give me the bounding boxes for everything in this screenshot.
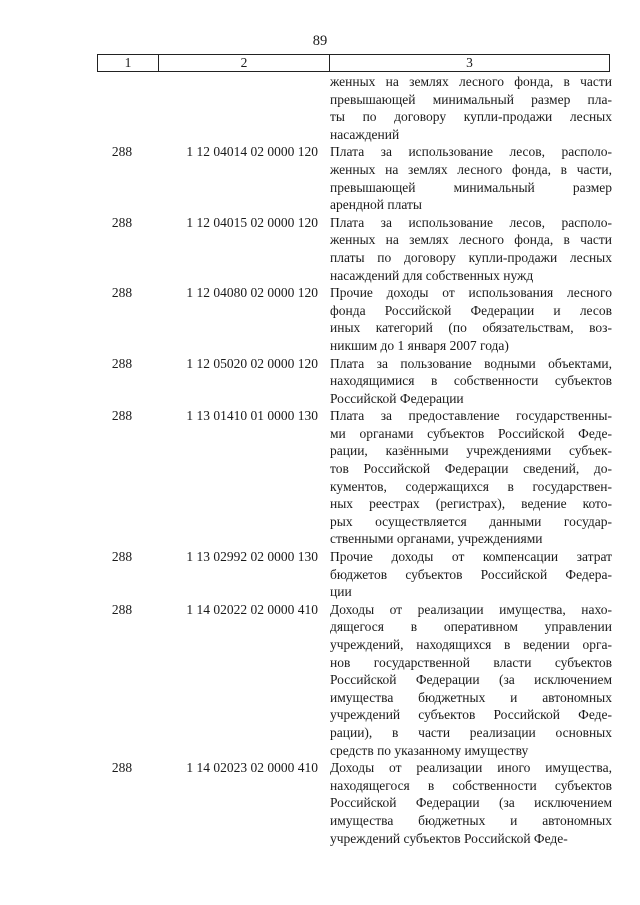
description-line: ми органами субъектов Российской Феде-	[330, 425, 612, 441]
description-line: Российской Федерации (за исключением	[330, 795, 612, 811]
description-line: ции	[330, 584, 352, 600]
description-line: учреждений субъектов Российской Феде-	[330, 830, 568, 846]
description-line: никшим до 1 января 2007 года)	[330, 337, 509, 353]
income-description	[330, 355, 612, 408]
description-line: превышающей минимальный размер пла-	[330, 91, 612, 107]
budget-code: 1 12 05020 02 0000 120	[186, 355, 318, 371]
description-line: арендной платы	[330, 197, 422, 213]
description-line: женных на землях лесного фонда, в части,	[330, 161, 612, 177]
description-line: рации, казёнными учреждениями субъек-	[330, 443, 612, 459]
table-row	[0, 759, 640, 847]
income-description	[330, 759, 612, 847]
description-line: насаждений для собственных нужд	[330, 267, 534, 283]
description-line: тов Российской Федерации сведений, до-	[330, 461, 612, 477]
description-line: кументов, содержащихся в государствен-	[330, 478, 612, 494]
description-line: ных реестрах (регистрах), ведение кото-	[330, 496, 612, 512]
description-line: Плата за использование лесов, располо-	[330, 214, 612, 230]
admin-code: 288	[111, 355, 133, 371]
table-body	[0, 73, 640, 847]
table-header	[97, 54, 610, 72]
description-line: Плата за использование лесов, располо-	[330, 144, 612, 160]
description-line: рых осуществляется данными государ-	[330, 513, 612, 529]
admin-code: 288	[111, 408, 133, 424]
table-row	[0, 407, 640, 548]
description-line: находящимися в собственности субъектов	[330, 373, 612, 389]
description-line: Прочие доходы от использования лесного	[330, 285, 612, 301]
description-line: Российской Федерации	[330, 390, 464, 406]
budget-code: 1 12 04015 02 0000 120	[186, 214, 318, 230]
admin-code-cell	[0, 759, 140, 847]
admin-code: 288	[111, 601, 133, 617]
description-line: средств по указанному имуществу	[330, 742, 529, 758]
admin-code-cell	[0, 355, 140, 408]
income-description	[330, 73, 612, 143]
admin-code-cell	[0, 214, 140, 284]
table-row	[0, 73, 640, 143]
admin-code: 288	[111, 549, 133, 565]
description-line: рации), в части реализации основных	[330, 724, 612, 740]
table-row	[0, 284, 640, 354]
description-line: дящегося в оперативном управлении	[330, 619, 612, 635]
description-line: Доходы от реализации иного имущества,	[330, 760, 612, 776]
header-col-3: 3	[466, 55, 473, 70]
description-line: женных на землях лесного фонда, в части	[330, 232, 612, 248]
table-row	[0, 143, 640, 213]
table-row	[0, 214, 640, 284]
header-col-1: 1	[98, 55, 159, 71]
admin-code-cell	[0, 407, 140, 548]
description-line: Плата за пользование водными объектами,	[330, 355, 612, 371]
budget-code	[140, 73, 330, 143]
description-line: насаждений	[330, 126, 400, 142]
admin-code-cell	[0, 73, 140, 143]
description-line: учреждений, находящихся в ведении орга-	[330, 637, 612, 652]
admin-code-cell	[0, 601, 140, 759]
description-line: иных категорий (по обязательствам, воз-	[330, 320, 612, 336]
income-description	[330, 548, 612, 601]
description-line: Плата за предоставление государственны-	[330, 408, 612, 424]
budget-code: 1 12 04014 02 0000 120	[186, 144, 318, 160]
description-line: платы по договору купли-продажи лесных	[330, 249, 612, 265]
budget-code: 1 12 04080 02 0000 120	[186, 285, 318, 301]
budget-code: 1 13 01410 01 0000 130	[186, 408, 318, 424]
table-row	[0, 601, 640, 759]
admin-code-cell	[0, 548, 140, 601]
description-line: учреждений субъектов Российской Феде-	[330, 707, 612, 723]
header-col-2: 2	[159, 55, 330, 71]
page-number: 89	[312, 33, 328, 49]
description-line: превышающей минимальный размер	[330, 179, 612, 195]
description-line: женных на землях лесного фонда, в части	[330, 74, 612, 89]
income-description	[330, 214, 612, 284]
description-line: имущества бюджетных и автономных	[330, 812, 612, 828]
description-line: находящегося в собственности субъектов	[330, 777, 612, 793]
description-line: бюджетов субъектов Российской Федера-	[330, 566, 612, 582]
admin-code: 288	[111, 760, 133, 776]
table-row	[0, 355, 640, 408]
income-description	[330, 407, 612, 548]
description-line: ственными органами, учреждениями	[330, 531, 543, 547]
description-line: имущества бюджетных и автономных	[330, 689, 612, 705]
description-line: Российской Федерации (за исключением	[330, 672, 612, 688]
income-description	[330, 601, 612, 759]
admin-code-cell	[0, 284, 140, 354]
description-line: нов государственной власти субъектов	[330, 654, 612, 670]
budget-code: 1 14 02023 02 0000 410	[186, 760, 318, 776]
admin-code-cell	[0, 143, 140, 213]
description-line: ты по договору купли-продажи лесных	[330, 109, 612, 125]
budget-code: 1 13 02992 02 0000 130	[186, 549, 318, 565]
admin-code: 288	[111, 214, 133, 230]
income-description	[330, 143, 612, 213]
budget-code: 1 14 02022 02 0000 410	[186, 601, 318, 617]
table-row	[0, 548, 640, 601]
description-line: фонда Российской Федерации и лесов	[330, 302, 612, 318]
admin-code: 288	[111, 285, 133, 301]
description-line: Доходы от реализации имущества, нахо-	[330, 601, 612, 617]
admin-code: 288	[111, 144, 133, 160]
income-description	[330, 284, 612, 354]
description-line: Прочие доходы от компенсации затрат	[330, 549, 612, 565]
